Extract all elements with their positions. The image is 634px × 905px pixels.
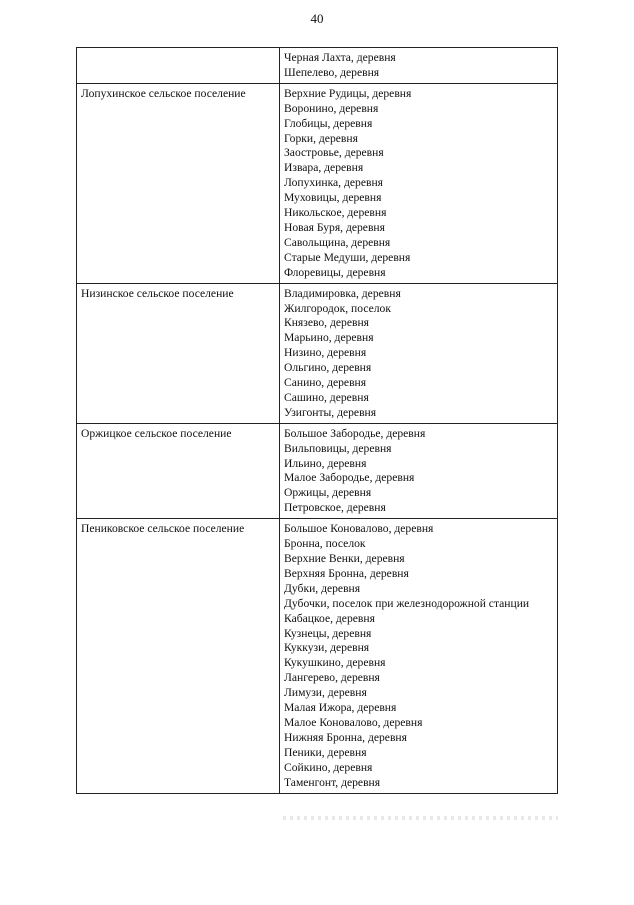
table-row (77, 423, 558, 518)
village-item: Кукушкино, деревня (284, 656, 386, 670)
village-item: Вильповицы, деревня (284, 441, 392, 455)
settlement-name-cell (77, 48, 280, 84)
village-item: Малая Ижора, деревня (284, 701, 397, 715)
village-item: Воронино, деревня (284, 101, 379, 115)
village-item: Кузнецы, деревня (284, 626, 372, 640)
village-item: Савольщина, деревня (284, 235, 391, 249)
village-item: Глобицы, деревня (284, 116, 373, 130)
village-item: Никольское, деревня (284, 206, 387, 220)
village-item: Новая Буря, деревня (284, 220, 385, 234)
village-list-cell (280, 423, 558, 518)
village-item: Муховицы, деревня (284, 191, 382, 205)
village-item: Флоревицы, деревня (284, 265, 386, 279)
table-row (77, 83, 558, 283)
village-item: Верхняя Бронна, деревня (284, 566, 409, 580)
village-item: Кабацкое, деревня (284, 611, 375, 625)
village-item: Большое Коновалово, деревня (284, 522, 434, 536)
village-item: Верхние Рудицы, деревня (284, 86, 412, 100)
village-item: Малое Забородье, деревня (284, 471, 415, 485)
settlement-name-cell: Оржицкое сельское поселение (77, 423, 280, 518)
village-item: Нижняя Бронна, деревня (284, 730, 407, 744)
village-item: Лопухинка, деревня (284, 176, 383, 190)
village-item: Санино, деревня (284, 376, 367, 390)
village-item: Лангерево, деревня (284, 671, 380, 685)
village-item: Узигонты, деревня (284, 405, 377, 419)
table-body (77, 48, 558, 794)
village-item: Старые Медуши, деревня (284, 250, 411, 264)
village-item: Горки, деревня (284, 131, 358, 145)
village-item: Петровское, деревня (284, 501, 386, 515)
settlement-name-cell: Пениковское сельское поселение (77, 519, 280, 793)
village-item: Извара, деревня (284, 161, 364, 175)
table-row (77, 48, 558, 84)
village-item: Сашино, деревня (284, 390, 369, 404)
village-item: Бронна, поселок (284, 537, 366, 551)
village-item: Лимузи, деревня (284, 686, 367, 700)
village-item: Пеники, деревня (284, 745, 367, 759)
settlements-table (76, 47, 558, 794)
table-row (77, 519, 558, 793)
village-item: Большое Забородье, деревня (284, 426, 426, 440)
village-item: Таменгонт, деревня (284, 775, 381, 789)
village-item: Ильино, деревня (284, 456, 367, 470)
village-item: Владимировка, деревня (284, 286, 401, 300)
village-item: Жилгородок, поселок (284, 301, 391, 315)
village-item: Низино, деревня (284, 346, 367, 360)
scan-artifact (283, 816, 558, 820)
village-list-cell (280, 83, 558, 283)
village-item: Малое Коновалово, деревня (284, 715, 423, 729)
village-item: Дубки, деревня (284, 581, 361, 595)
settlement-name-cell: Низинское сельское поселение (77, 283, 280, 423)
table-row (77, 283, 558, 423)
village-item: Ольгино, деревня (284, 361, 372, 375)
village-item: Шепелево, деревня (284, 65, 380, 79)
village-item: Заостровье, деревня (284, 146, 384, 160)
village-item: Верхние Венки, деревня (284, 552, 405, 565)
village-item: Сойкино, деревня (284, 760, 373, 774)
village-list-cell (280, 519, 558, 793)
village-item: Черная Лахта, деревня (284, 51, 396, 64)
village-list-cell (280, 283, 558, 423)
village-item: Марьино, деревня (284, 331, 374, 345)
page-number: 40 (310, 11, 324, 26)
settlement-name-cell: Лопухинское сельское поселение (77, 83, 280, 283)
village-item: Куккузи, деревня (284, 641, 370, 655)
village-item: Оржицы, деревня (284, 486, 372, 500)
village-item: Князево, деревня (284, 316, 369, 330)
village-list-cell (280, 48, 558, 84)
village-item: Дубочки, поселок при железнодорожной станции (284, 596, 530, 610)
